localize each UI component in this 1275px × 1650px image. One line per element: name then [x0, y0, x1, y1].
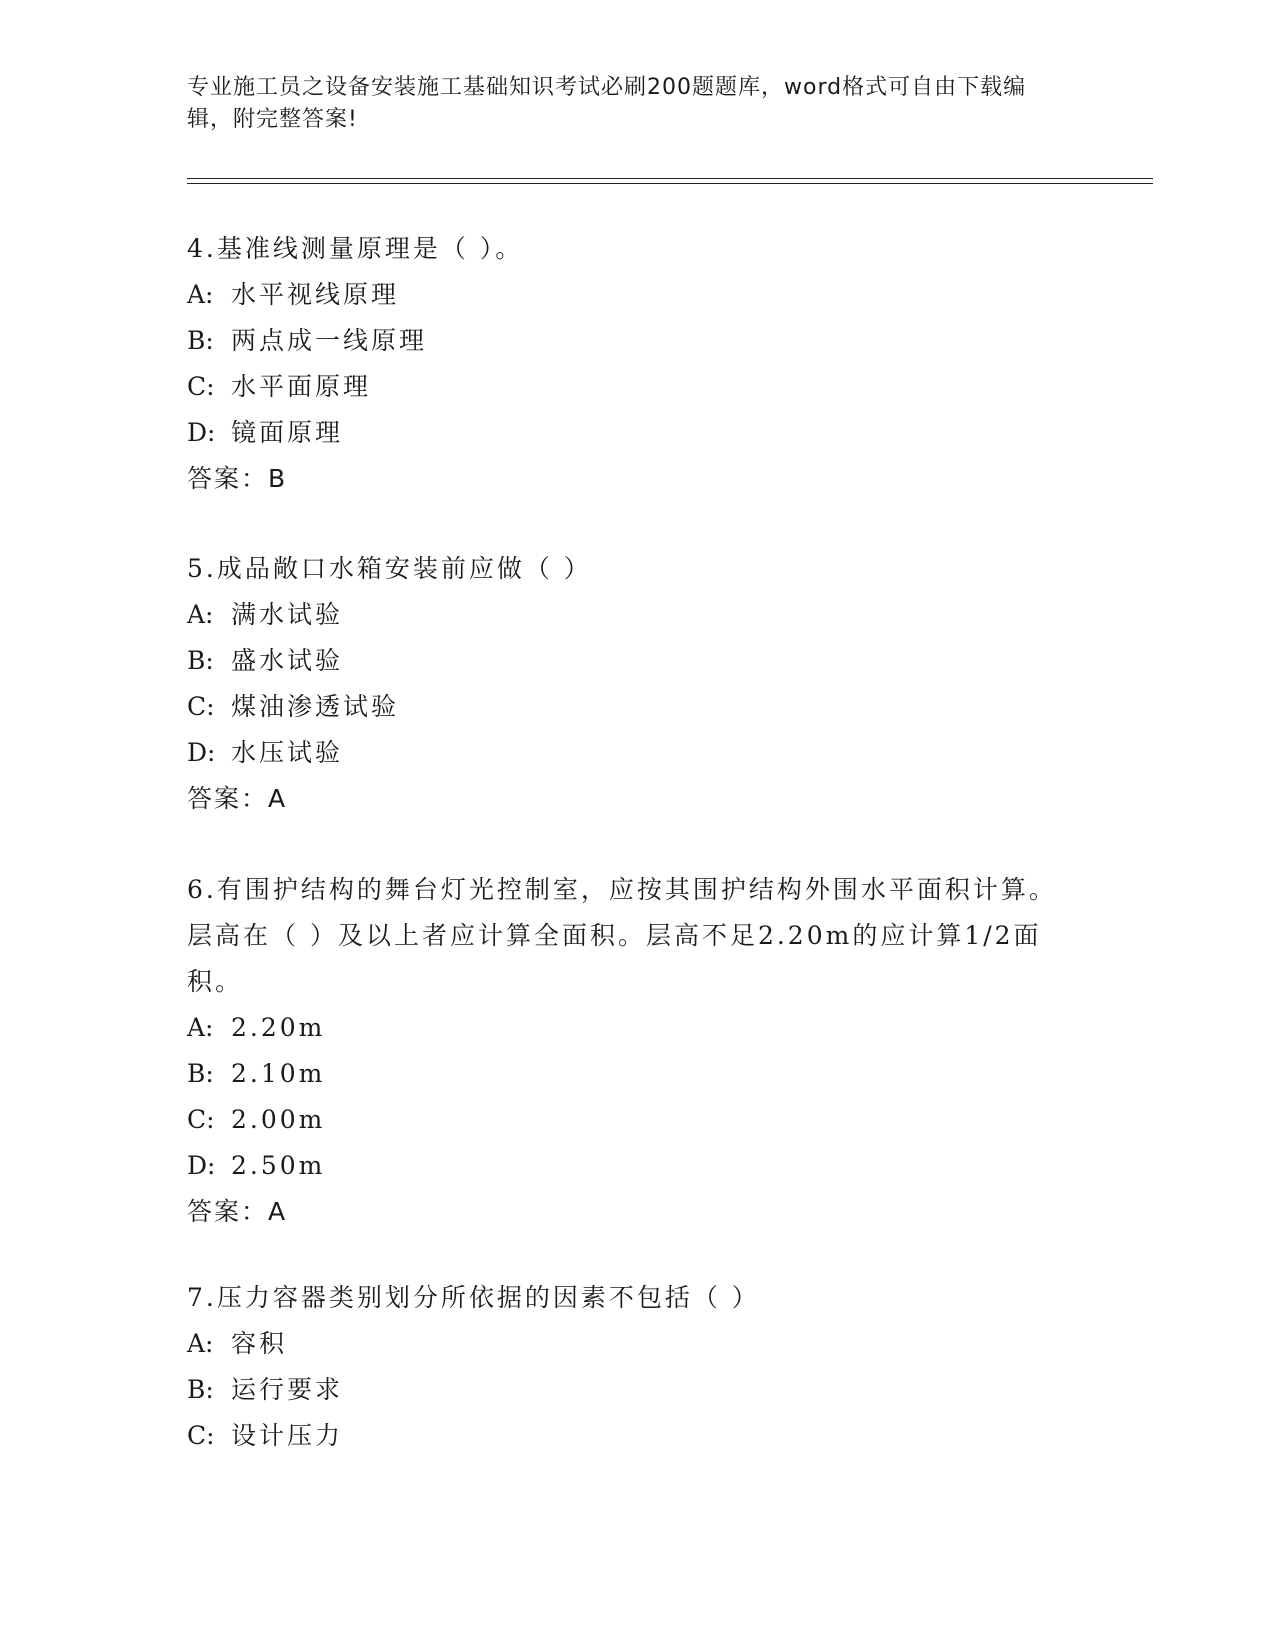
option-text: 2.20m [231, 1013, 326, 1042]
option-key: B: [187, 326, 214, 355]
option-key: C: [187, 372, 215, 401]
option-text: 两点成一线原理 [231, 326, 428, 355]
option-d [187, 1143, 1067, 1189]
option-text: 2.50m [231, 1151, 326, 1180]
option-d [187, 730, 1067, 776]
option-key: D: [187, 1151, 216, 1180]
header-divider-bottom [187, 183, 1153, 184]
option-key: A: [187, 600, 214, 629]
option-text: 满水试验 [231, 600, 344, 629]
option-text: 2.10m [231, 1059, 326, 1088]
option-d [187, 410, 1067, 456]
option-text: 运行要求 [231, 1375, 344, 1404]
question-stem: 4.基准线测量原理是（ ）。 [187, 234, 524, 263]
option-key: A: [187, 1013, 214, 1042]
option-key: B: [187, 1059, 214, 1088]
option-key: C: [187, 1105, 215, 1134]
question-stem: 7.压力容器类别划分所依据的因素不包括（ ） [187, 1283, 760, 1312]
option-a [187, 272, 1067, 318]
option-b [187, 638, 1067, 684]
option-a [187, 592, 1067, 638]
option-b [187, 1051, 1067, 1097]
question-5 [187, 546, 1067, 822]
option-c [187, 364, 1067, 410]
header-divider-top [187, 178, 1153, 179]
option-text: 2.00m [231, 1105, 326, 1134]
option-b [187, 1367, 1067, 1413]
option-key: B: [187, 1375, 214, 1404]
option-c [187, 1413, 1067, 1459]
option-text: 水平面原理 [231, 372, 372, 401]
question-4 [187, 226, 1067, 502]
option-text: 镜面原理 [231, 418, 344, 447]
answer-line: 答案：A [187, 1197, 288, 1226]
option-c [187, 684, 1067, 730]
option-text: 设计压力 [231, 1421, 344, 1450]
option-a [187, 1005, 1067, 1051]
option-text: 盛水试验 [231, 646, 344, 675]
option-text: 煤油渗透试验 [231, 692, 400, 721]
option-key: A: [187, 1329, 214, 1358]
question-7 [187, 1275, 1067, 1459]
option-key: C: [187, 1421, 215, 1450]
question-stem: 6.有围护结构的舞台灯光控制室，应按其围护结构外围水平面积计算。层高在（ ）及以上者应计算全面积。层高不足2.20m的应计算1/2面积。 [187, 875, 1057, 996]
question-stem: 5.成品敞口水箱安装前应做（ ） [187, 554, 592, 583]
question-6 [187, 867, 1067, 1235]
option-c [187, 1097, 1067, 1143]
option-key: B: [187, 646, 214, 675]
option-text: 容积 [231, 1329, 288, 1358]
option-key: D: [187, 738, 216, 767]
option-a [187, 1321, 1067, 1367]
answer-line: 答案：B [187, 464, 288, 493]
document-header: 专业施工员之设备安装施工基础知识考试必刷200题题库，word格式可自由下载编辑，附完整答案! [187, 75, 1027, 132]
option-key: C: [187, 692, 215, 721]
option-b [187, 318, 1067, 364]
option-text: 水平视线原理 [231, 280, 400, 309]
answer-line: 答案：A [187, 784, 288, 813]
option-key: A: [187, 280, 214, 309]
option-key: D: [187, 418, 216, 447]
option-text: 水压试验 [231, 738, 344, 767]
